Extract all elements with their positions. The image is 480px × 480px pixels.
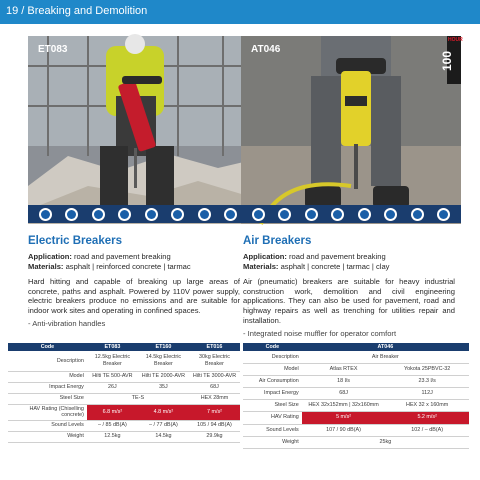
ppe-icon-strip-right — [241, 205, 461, 223]
page-header-bar — [0, 0, 480, 24]
air-breakers-section — [243, 235, 455, 339]
gloves-icon — [171, 208, 184, 221]
row-label: Sound Levels — [8, 420, 87, 431]
table-row — [8, 431, 240, 442]
100-hour-badge — [440, 36, 463, 84]
eye-protection-icon — [278, 208, 291, 221]
gloves-icon — [384, 208, 397, 221]
application-label: Application: — [28, 252, 72, 261]
row-label: Weight — [8, 431, 87, 442]
row-label: HAV Rating (Chiselling concrete) — [8, 404, 87, 420]
materials-label: Materials: — [243, 261, 279, 271]
electric-materials — [28, 262, 240, 272]
air-breaker-illustration — [241, 36, 461, 224]
table-row — [243, 363, 469, 375]
table-row — [243, 375, 469, 387]
row-label: Impact Energy — [243, 387, 302, 399]
electric-breakers-title: Electric Breakers — [28, 235, 122, 247]
table-header-cell: ET160 — [138, 343, 189, 351]
ear-protection-icon — [305, 208, 318, 221]
table-cell: 12.5kg Electric Breaker — [87, 351, 138, 371]
table-cell: 102 / – dB(A) — [385, 424, 469, 436]
hand-arm-vibration-icon — [224, 208, 237, 221]
hi-vis-vest-icon — [358, 208, 371, 221]
row-label: Description — [243, 351, 302, 363]
air-breaker-photo — [241, 36, 461, 224]
row-label: Model — [243, 363, 302, 375]
hard-hat-icon — [252, 208, 265, 221]
table-row — [8, 404, 240, 420]
air-application — [243, 252, 455, 262]
air-feature-bullet: - Integrated noise muffler for operator comfort — [243, 329, 397, 339]
row-label: Steel Size — [8, 393, 87, 404]
electric-feature-bullet: - Anti-vibration handles — [28, 319, 106, 329]
table-row — [243, 387, 469, 399]
table-row — [243, 424, 469, 436]
dust-mask-icon — [331, 208, 344, 221]
table-cell: HEX 28mm — [189, 393, 240, 404]
table-cell: 68J — [189, 382, 240, 393]
table-cell: HEX 32 x 160mm — [385, 399, 469, 411]
table-row — [8, 351, 240, 371]
photo-label-et083: ET083 — [38, 44, 68, 55]
air-breakers-spec-table — [243, 343, 469, 449]
table-cell: – / 85 dB(A) — [87, 420, 138, 431]
table-cell: 25kg — [302, 436, 469, 448]
dust-mask-icon — [118, 208, 131, 221]
table-row — [243, 411, 469, 424]
table-cell: 29.9kg — [189, 431, 240, 442]
table-cell: 107 / 90 dB(A) — [302, 424, 386, 436]
table-cell: 68J — [302, 387, 386, 399]
hi-vis-vest-icon — [145, 208, 158, 221]
table-row — [243, 436, 469, 448]
application-value: road and pavement breaking — [74, 252, 171, 261]
materials-value: asphalt | reinforced concrete | tarmac — [65, 261, 191, 271]
badge-100-number: 100 — [440, 50, 455, 72]
table-cell: 14.5kg Electric Breaker — [138, 351, 189, 371]
table-cell: – / 77 dB(A) — [138, 420, 189, 431]
photo-label-at046: AT046 — [251, 44, 281, 55]
hav-rating-cell: 5.2 m/s² — [385, 411, 469, 424]
table-row — [243, 399, 469, 411]
hand-arm-vibration-icon — [437, 208, 450, 221]
table-cell: 14.5kg — [138, 431, 189, 442]
row-label: Air Consumption — [243, 375, 302, 387]
hav-rating-cell: 5 m/s² — [302, 411, 386, 424]
hard-hat-icon — [39, 208, 52, 221]
air-description: Air (pneumatic) breakers are suitable for heavy industrial construction work, demolition and civil engineering applications. They can also be used for pavement, road and highway repairs as well as trenching for utilities repair and installation. — [243, 276, 455, 326]
page-header-title: 19 / Breaking and Demolition — [6, 5, 148, 17]
table-header-cell: ET083 — [87, 343, 138, 351]
table-header-cell: ET016 — [189, 343, 240, 351]
table-cell: Hilti TE 500-AVR — [87, 371, 138, 382]
table-row — [243, 351, 469, 363]
table-cell: 35J — [138, 382, 189, 393]
materials-value: asphalt | concrete | tarmac | clay — [280, 261, 390, 271]
electric-breaker-illustration — [28, 36, 248, 224]
table-row — [8, 371, 240, 382]
table-cell: 26J — [87, 382, 138, 393]
table-cell: Atlas RTEX — [302, 363, 386, 375]
eye-protection-icon — [65, 208, 78, 221]
electric-breakers-spec-table — [8, 343, 240, 443]
table-cell: Yokota 25PBVC-32 — [385, 363, 469, 375]
materials-label: Materials: — [28, 261, 64, 271]
safety-boots-icon — [198, 208, 211, 221]
table-cell: 18 l/s — [302, 375, 386, 387]
badge-hour-label: HOUR — [448, 37, 463, 43]
row-label: Sound Levels — [243, 424, 302, 436]
ear-protection-icon — [92, 208, 105, 221]
table-cell: Hilti TE 2000-AVR — [138, 371, 189, 382]
electric-description: Hard hitting and capable of breaking up large areas of concrete, paths and asphalt. Powered by 110V power supply, electric breakers produce no emissions and are suitable for indoor work sites and operating in confined spaces. — [28, 276, 240, 316]
ppe-icon-strip-left — [28, 205, 248, 223]
electric-breaker-photo — [28, 36, 248, 224]
row-label: Impact Energy — [8, 382, 87, 393]
table-cell: 105 / 94 dB(A) — [189, 420, 240, 431]
table-cell: 12.5kg — [87, 431, 138, 442]
table-cell: TE-S — [87, 393, 189, 404]
safety-boots-icon — [411, 208, 424, 221]
application-label: Application: — [243, 252, 287, 261]
row-label: HAV Rating — [243, 411, 302, 424]
table-row — [8, 393, 240, 404]
hav-rating-cell: 7 m/s² — [189, 404, 240, 420]
electric-application — [28, 252, 240, 262]
table-header-cell: Code — [8, 343, 87, 351]
table-cell: Air Breaker — [302, 351, 469, 363]
electric-breakers-section — [28, 235, 240, 329]
row-label: Steel Size — [243, 399, 302, 411]
application-value: road and pavement breaking — [289, 252, 386, 261]
table-cell: 30kg Electric Breaker — [189, 351, 240, 371]
air-materials — [243, 262, 455, 272]
row-label: Model — [8, 371, 87, 382]
table-header-row — [8, 343, 240, 351]
table-cell: HEX 32x152mm | 32x160mm — [302, 399, 386, 411]
table-cell: 23.3 l/s — [385, 375, 469, 387]
table-header-cell: AT046 — [302, 343, 469, 351]
table-cell: Hilti TE 3000-AVR — [189, 371, 240, 382]
hav-rating-cell: 4.8 m/s² — [138, 404, 189, 420]
table-header-row — [243, 343, 469, 351]
row-label: Weight — [243, 436, 302, 448]
row-label: Description — [8, 351, 87, 371]
table-cell: 112J — [385, 387, 469, 399]
air-breakers-title: Air Breakers — [243, 235, 312, 247]
table-row — [8, 382, 240, 393]
table-row — [8, 420, 240, 431]
table-header-cell: Code — [243, 343, 302, 351]
hav-rating-cell: 6.8 m/s² — [87, 404, 138, 420]
